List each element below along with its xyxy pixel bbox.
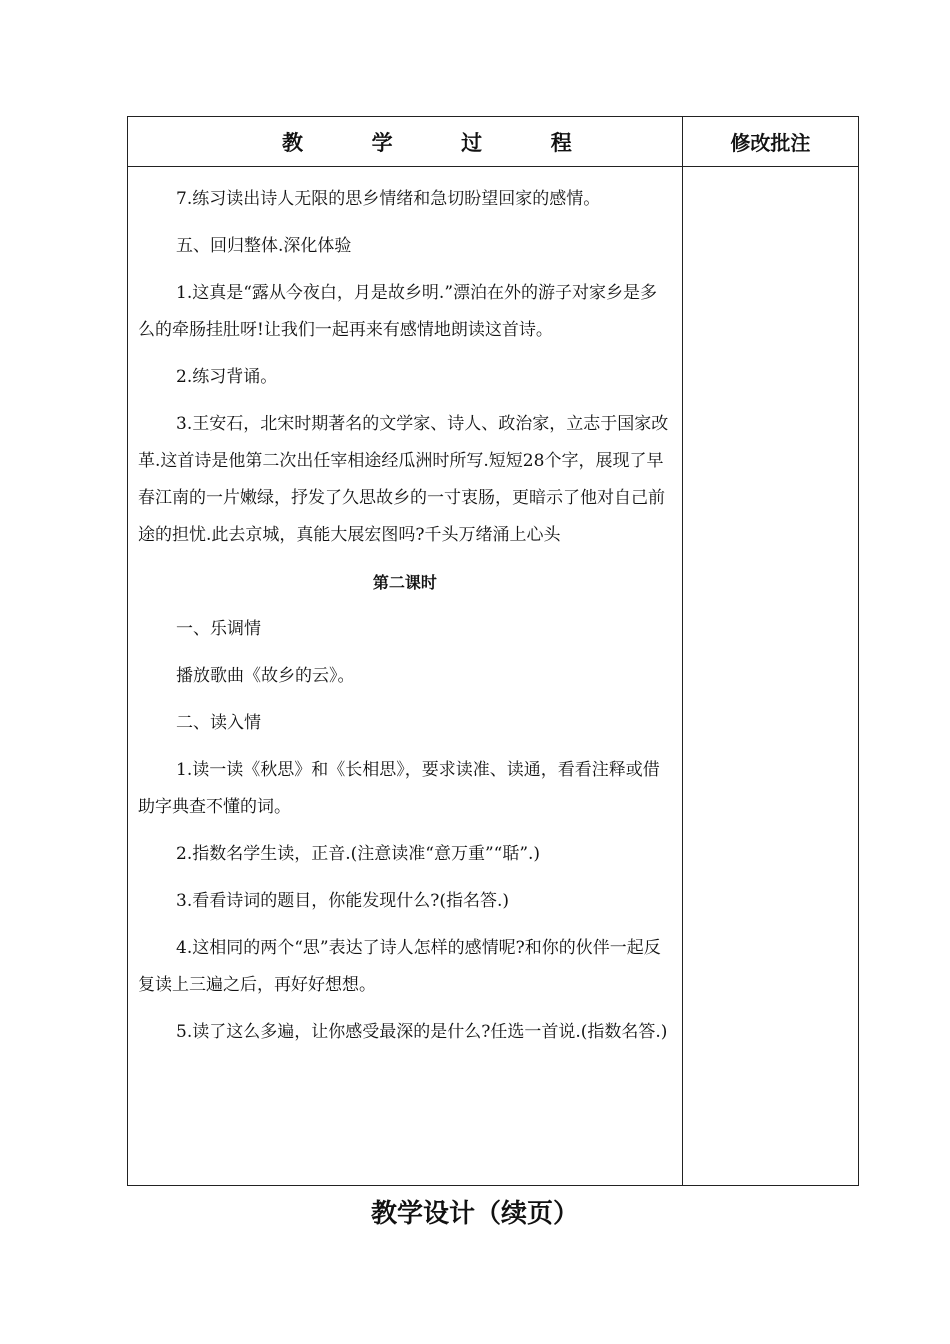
paragraph: 2.练习背诵。 (176, 367, 278, 387)
paragraph: 3.王安石，北宋时期著名的文学家、诗人、政治家，立志于国家改革.这首诗是他第二次出任宰相途经瓜洲时所写.短短28个字，展现了早春江南的一片嫩绿，抒发了久思故乡的一寸衷肠，更暗示了他对自己前途的担忧.此去京城，真能大展宏图吗?千头万绪涌上心头 (138, 414, 669, 545)
paragraph: 2.指数名学生读，正音.(注意读准“意万重”“聒”.) (176, 844, 541, 864)
section-heading: 二、读入情 (176, 713, 261, 733)
process-header-cell (128, 117, 683, 167)
paragraph: 5.读了这么多遍，让你感受最深的是什么?任选一首说.(指数名答.) (176, 1022, 668, 1042)
header-char: 程 (550, 130, 572, 155)
paragraph: 3.看看诗词的题目，你能发现什么?(指名答.) (176, 891, 510, 911)
notes-header: 修改批注 (682, 117, 858, 167)
header-char: 学 (371, 130, 393, 155)
section-heading: 一、乐调情 (176, 619, 261, 639)
header-char: 过 (461, 130, 483, 155)
table-body-row (128, 167, 859, 1186)
lesson-plan-table (127, 116, 859, 1186)
process-content-cell (128, 167, 683, 1186)
header-char: 教 (282, 130, 303, 155)
lesson-period-heading: 第二课时 (372, 573, 437, 592)
table-header-row (128, 117, 859, 167)
paragraph: 4.这相同的两个“思”表达了诗人怎样的感情呢?和你的伙伴一起反复读上三遍之后，再好好想想。 (138, 938, 661, 995)
section-heading: 五、回归整体.深化体验 (176, 236, 352, 256)
continuation-title: 教学设计（续页） (370, 1199, 579, 1229)
process-header (128, 127, 682, 157)
notes-content-cell (682, 167, 858, 1186)
paragraph: 播放歌曲《故乡的云》。 (176, 666, 355, 686)
process-content (128, 167, 682, 1051)
paragraph: 1.读一读《秋思》和《长相思》，要求读准、读通，看看注释或借助字典查不懂的词。 (138, 760, 660, 817)
paragraph: 7.练习读出诗人无限的思乡情绪和急切盼望回家的感情。 (176, 189, 601, 209)
paragraph: 1.这真是“露从今夜白，月是故乡明.”漂泊在外的游子对家乡是多么的牵肠挂肚呀!让我们一起再来有感情地朗读这首诗。 (138, 283, 658, 340)
